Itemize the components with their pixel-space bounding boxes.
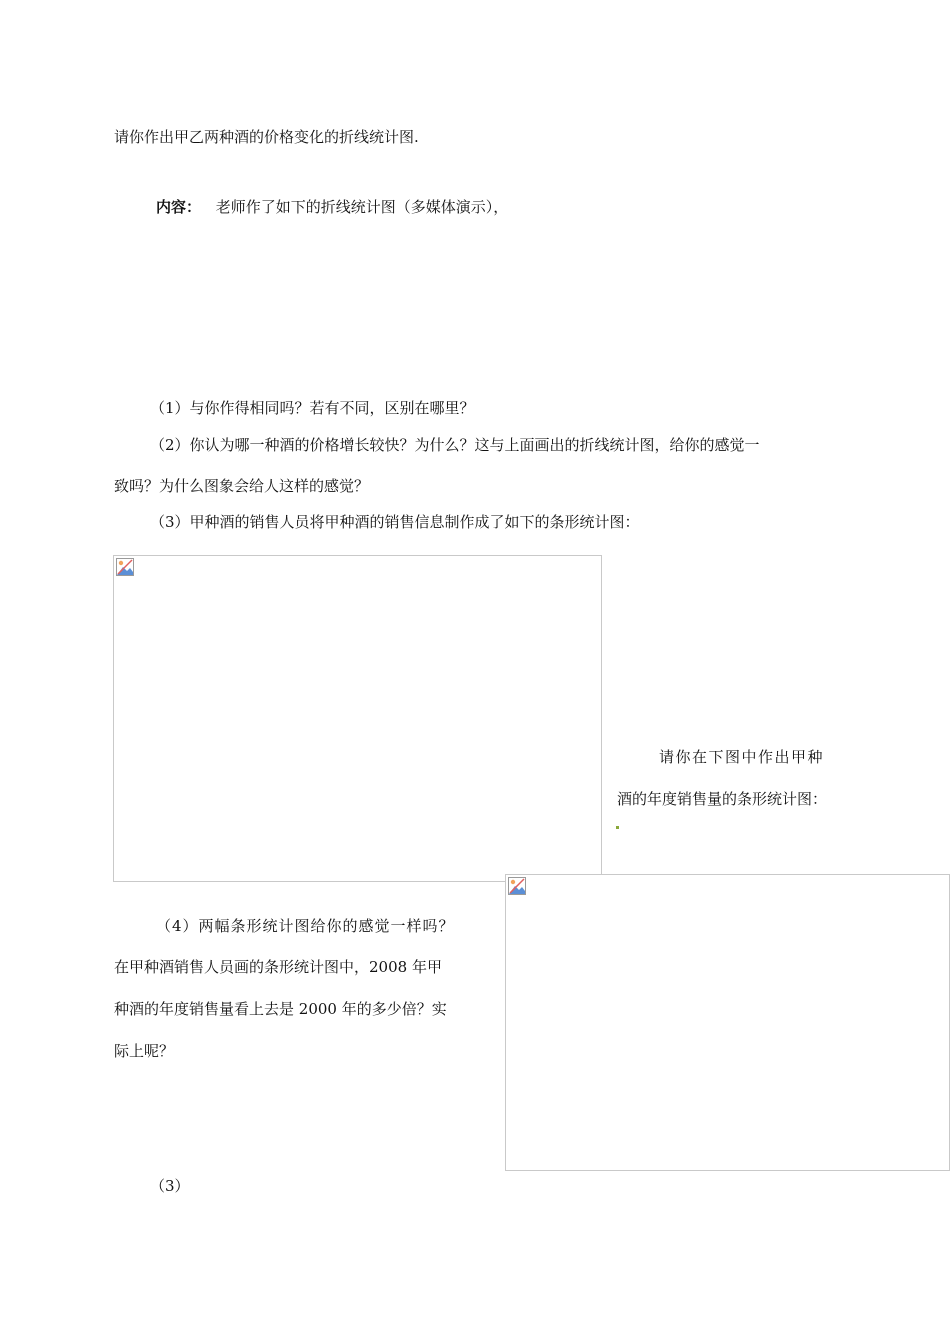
broken-image-icon: [508, 877, 526, 895]
question-2-line-2: 致吗？为什么图象会给人这样的感觉？: [114, 477, 370, 495]
image-placeholder-bar-chart: [113, 555, 602, 882]
broken-image-icon: [116, 558, 134, 576]
content-text: 老师作了如下的折线统计图（多媒体演示），: [215, 198, 509, 216]
question-1: （1）与你作得相同吗？若有不同，区别在哪里？: [150, 399, 475, 417]
question-4-line-4: 际上呢？: [114, 1042, 175, 1060]
right-note-line-1: 请你在下图中作出甲种: [659, 748, 825, 766]
right-note-line-2: 酒的年度销售量的条形统计图：: [617, 790, 828, 808]
stray-mark: [616, 826, 619, 829]
question-4-line-2: 在甲种酒销售人员画的条形统计图中，2008 年甲: [114, 958, 442, 976]
content-paragraph: [156, 197, 508, 217]
question-4-line-1: （4）两幅条形统计图给你的感觉一样吗？: [156, 917, 455, 935]
question-2-line-1: （2）你认为哪一种酒的价格增长较快？为什么？这与上面画出的折线统计图，给你的感觉一: [150, 436, 760, 454]
question-5: （3）: [150, 1177, 190, 1195]
content-label: 内容：: [156, 198, 202, 216]
question-3: （3）甲种酒的销售人员将甲种酒的销售信息制作成了如下的条形统计图：: [150, 513, 640, 531]
intro-line: 请你作出甲乙两种酒的价格变化的折线统计图.: [114, 128, 419, 146]
image-placeholder-blank-chart: [505, 874, 950, 1171]
question-4-line-3: 种酒的年度销售量看上去是 2000 年的多少倍？实: [114, 1000, 447, 1018]
